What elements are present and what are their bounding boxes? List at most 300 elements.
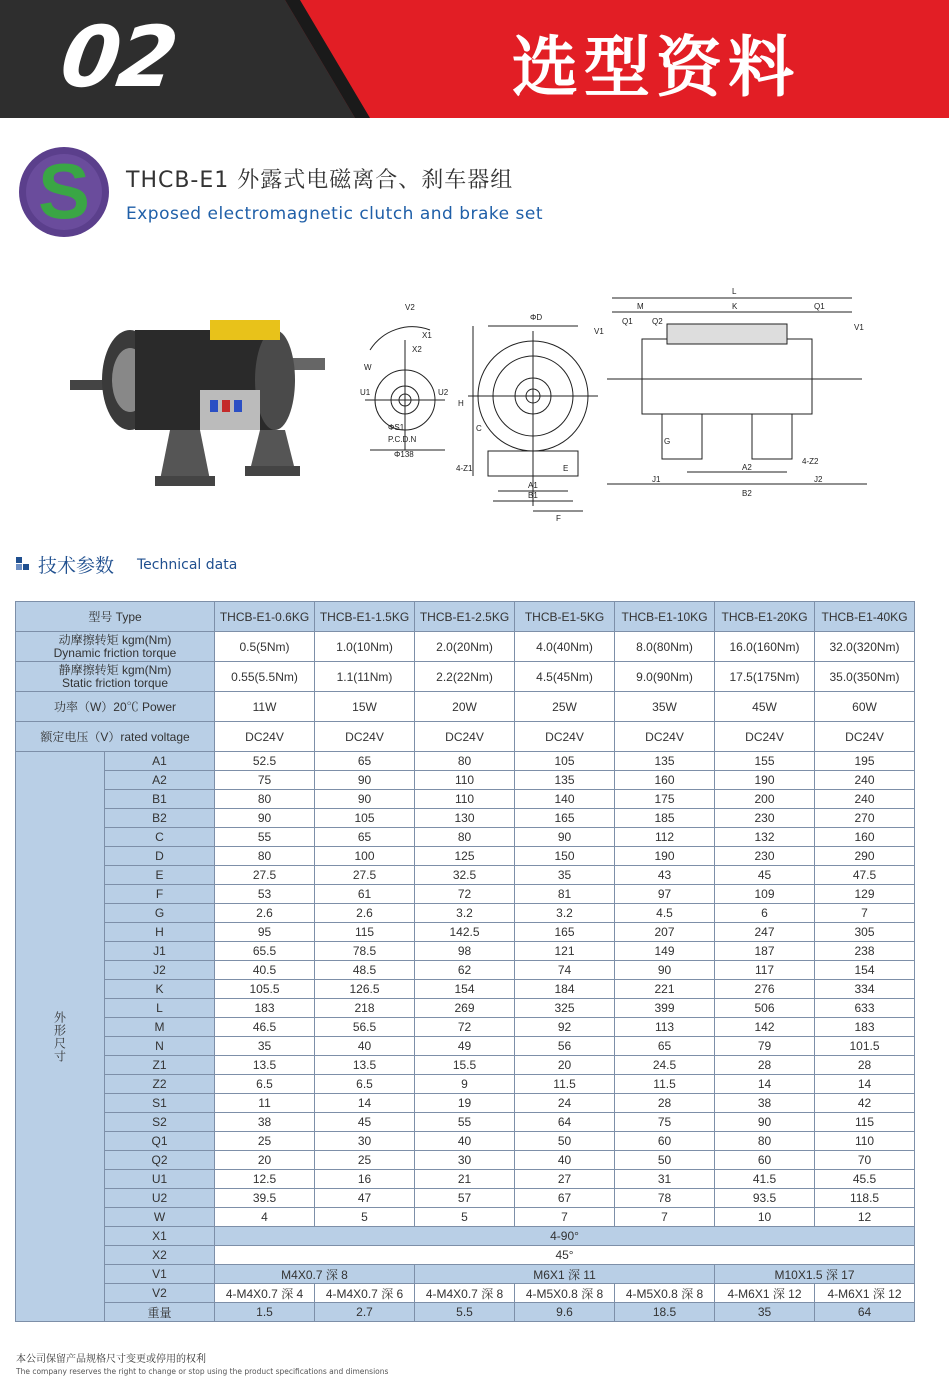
dim-value: 142.5 xyxy=(415,923,515,942)
table-row xyxy=(16,632,915,662)
table-row xyxy=(16,923,915,942)
dim-value: 90 xyxy=(315,771,415,790)
dim-value: 80 xyxy=(415,752,515,771)
model-header: THCB-E1-10KG xyxy=(615,602,715,632)
table-row xyxy=(16,790,915,809)
section-bullet-icon xyxy=(16,557,30,571)
dim-value: 74 xyxy=(515,961,615,980)
model-header: THCB-E1-0.6KG xyxy=(215,602,315,632)
dim-value: 109 xyxy=(715,885,815,904)
dim-label: U2 xyxy=(438,388,449,397)
dim-value: 78 xyxy=(615,1189,715,1208)
dim-name: J1 xyxy=(105,942,215,961)
label-en: Dynamic friction torque xyxy=(53,645,177,660)
dim-name: A1 xyxy=(105,752,215,771)
dim-value: 290 xyxy=(815,847,915,866)
dim-label: ΦD xyxy=(530,313,543,322)
dim-name: X1 xyxy=(105,1227,215,1246)
dim-value: 40.5 xyxy=(215,961,315,980)
dim-value: 221 xyxy=(615,980,715,999)
dim-value: 30 xyxy=(315,1132,415,1151)
dim-value: 47 xyxy=(315,1189,415,1208)
static-torque-cell: 9.0(90Nm) xyxy=(615,662,715,692)
dim-label: C xyxy=(476,424,482,433)
dim-value: 39.5 xyxy=(215,1189,315,1208)
dim-value: 35 xyxy=(515,866,615,885)
table-row xyxy=(16,866,915,885)
dim-value: 247 xyxy=(715,923,815,942)
dim-value: 9 xyxy=(415,1075,515,1094)
table-row xyxy=(16,1018,915,1037)
table-row xyxy=(16,999,915,1018)
dim-value: 117 xyxy=(715,961,815,980)
dim-value: 2.6 xyxy=(215,904,315,923)
section-number: 02 xyxy=(55,8,182,106)
dim-label: G xyxy=(664,437,671,446)
label-en: Static friction torque xyxy=(61,675,169,690)
dim-value: 57 xyxy=(415,1189,515,1208)
label-cn: 动摩擦转矩 kgm(Nm) xyxy=(58,632,172,647)
voltage-cell: DC24V xyxy=(815,722,915,752)
dim-value: 24.5 xyxy=(615,1056,715,1075)
dim-value: 230 xyxy=(715,809,815,828)
dynamic-torque-cell: 1.0(10Nm) xyxy=(315,632,415,662)
dim-value: 72 xyxy=(415,885,515,904)
table-row xyxy=(16,1094,915,1113)
dim-value: 14 xyxy=(315,1094,415,1113)
dim-name: A2 xyxy=(105,771,215,790)
dim-value: 19 xyxy=(415,1094,515,1113)
section-title: 技术参数 xyxy=(38,555,115,577)
dim-value: 399 xyxy=(615,999,715,1018)
power-cell: 25W xyxy=(515,692,615,722)
dim-value: 154 xyxy=(815,961,915,980)
dynamic-torque-cell: 4.0(40Nm) xyxy=(515,632,615,662)
table-row xyxy=(16,847,915,866)
dim-value: 160 xyxy=(815,828,915,847)
dim-value: 4-M6X1 深 12 xyxy=(715,1284,815,1303)
dim-value: 75 xyxy=(615,1113,715,1132)
dim-label: X2 xyxy=(412,345,422,354)
table-row xyxy=(16,1265,915,1284)
dim-value: 20 xyxy=(515,1056,615,1075)
dim-label: X1 xyxy=(422,331,432,340)
dim-value: 200 xyxy=(715,790,815,809)
dim-value: 55 xyxy=(415,1113,515,1132)
dynamic-torque-cell: 2.0(20Nm) xyxy=(415,632,515,662)
power-cell: 45W xyxy=(715,692,815,722)
dim-value: 110 xyxy=(815,1132,915,1151)
weight-value: 5.5 xyxy=(415,1303,515,1322)
table-row xyxy=(16,1189,915,1208)
dim-value: 56 xyxy=(515,1037,615,1056)
dim-value: 60 xyxy=(615,1132,715,1151)
dim-value: 80 xyxy=(415,828,515,847)
dim-value: 45.5 xyxy=(815,1170,915,1189)
dim-value: 11 xyxy=(215,1094,315,1113)
dim-name: N xyxy=(105,1037,215,1056)
dim-value: 50 xyxy=(515,1132,615,1151)
dim-value: 60 xyxy=(715,1151,815,1170)
table-row xyxy=(16,662,915,692)
dim-value: 40 xyxy=(415,1132,515,1151)
dim-value: 135 xyxy=(615,752,715,771)
dim-value: 25 xyxy=(315,1151,415,1170)
dim-name: W xyxy=(105,1208,215,1227)
table-row xyxy=(16,1303,915,1322)
dim-value: 27 xyxy=(515,1170,615,1189)
dynamic-torque-cell: 16.0(160Nm) xyxy=(715,632,815,662)
dim-label: F xyxy=(556,514,561,523)
dim-value: 13.5 xyxy=(215,1056,315,1075)
dim-value: 80 xyxy=(215,790,315,809)
dim-name: B2 xyxy=(105,809,215,828)
dim-value: 78.5 xyxy=(315,942,415,961)
dim-value: 3.2 xyxy=(515,904,615,923)
table-row xyxy=(16,1208,915,1227)
dim-name: V2 xyxy=(105,1284,215,1303)
dim-label: U1 xyxy=(360,388,371,397)
weight-value: 1.5 xyxy=(215,1303,315,1322)
product-title: THCB-E1 外露式电磁离合、刹车器组 xyxy=(126,168,514,193)
dim-name: K xyxy=(105,980,215,999)
dim-value: 32.5 xyxy=(415,866,515,885)
dim-value: 11.5 xyxy=(615,1075,715,1094)
model-header: THCB-E1-20KG xyxy=(715,602,815,632)
dim-value: 165 xyxy=(515,923,615,942)
dim-value: 187 xyxy=(715,942,815,961)
dim-value: 56.5 xyxy=(315,1018,415,1037)
dim-label: J1 xyxy=(652,475,661,484)
voltage-cell: DC24V xyxy=(315,722,415,752)
table-row xyxy=(16,809,915,828)
dim-label: V2 xyxy=(405,303,415,312)
dim-label: H xyxy=(458,399,464,408)
weight-value: 9.6 xyxy=(515,1303,615,1322)
table-row xyxy=(16,885,915,904)
dim-value: 190 xyxy=(615,847,715,866)
dim-value: 5 xyxy=(315,1208,415,1227)
dim-value: 6 xyxy=(715,904,815,923)
dim-value: 95 xyxy=(215,923,315,942)
static-torque-cell: 2.2(22Nm) xyxy=(415,662,515,692)
dim-value: 38 xyxy=(715,1094,815,1113)
dim-value: 126.5 xyxy=(315,980,415,999)
dim-value: 38 xyxy=(215,1113,315,1132)
dim-value: 75 xyxy=(215,771,315,790)
row-label: 型号 Type xyxy=(16,602,215,632)
dynamic-torque-cell: 0.5(5Nm) xyxy=(215,632,315,662)
dim-value: 45° xyxy=(215,1246,915,1265)
dim-value: 7 xyxy=(815,904,915,923)
table-row xyxy=(16,1132,915,1151)
dim-value: 7 xyxy=(515,1208,615,1227)
dim-value: 64 xyxy=(515,1113,615,1132)
dim-value: 52.5 xyxy=(215,752,315,771)
dim-label: Q2 xyxy=(652,317,663,326)
dim-value: 207 xyxy=(615,923,715,942)
dim-name: J2 xyxy=(105,961,215,980)
dim-value: M4X0.7 深 8 xyxy=(215,1265,415,1284)
dim-value: 30 xyxy=(415,1151,515,1170)
dim-name: E xyxy=(105,866,215,885)
dynamic-torque-cell: 32.0(320Nm) xyxy=(815,632,915,662)
dim-label: 4-Z2 xyxy=(802,457,819,466)
dim-value: 506 xyxy=(715,999,815,1018)
dim-label: V1 xyxy=(854,323,864,332)
dim-value: 113 xyxy=(615,1018,715,1037)
dim-label: M xyxy=(637,302,644,311)
dim-value: 276 xyxy=(715,980,815,999)
dim-value: 110 xyxy=(415,771,515,790)
dim-value: 101.5 xyxy=(815,1037,915,1056)
dim-value: 218 xyxy=(315,999,415,1018)
voltage-cell: DC24V xyxy=(615,722,715,752)
dim-value: 65 xyxy=(315,752,415,771)
company-logo xyxy=(18,146,110,238)
dim-label: A2 xyxy=(742,463,752,472)
dim-value: 4-M4X0.7 深 4 xyxy=(215,1284,315,1303)
dim-value: 6.5 xyxy=(215,1075,315,1094)
static-torque-cell: 17.5(175Nm) xyxy=(715,662,815,692)
dim-value: 27.5 xyxy=(315,866,415,885)
dim-value: 48.5 xyxy=(315,961,415,980)
dim-value: 240 xyxy=(815,771,915,790)
dim-name: M xyxy=(105,1018,215,1037)
dynamic-torque-cell: 8.0(80Nm) xyxy=(615,632,715,662)
dim-value: 12 xyxy=(815,1208,915,1227)
dim-value: M10X1.5 深 17 xyxy=(715,1265,915,1284)
dim-label: 4-Z1 xyxy=(456,464,473,473)
table-row xyxy=(16,1151,915,1170)
dim-name: D xyxy=(105,847,215,866)
dimension-group-label: 外形尺寸 xyxy=(16,752,105,1322)
dim-value: 633 xyxy=(815,999,915,1018)
table-row xyxy=(16,1170,915,1189)
dim-value: 115 xyxy=(815,1113,915,1132)
dim-value: 112 xyxy=(615,828,715,847)
dim-value: 98 xyxy=(415,942,515,961)
dim-value: 31 xyxy=(615,1170,715,1189)
dim-label: K xyxy=(732,302,738,311)
dim-value: 125 xyxy=(415,847,515,866)
dim-value: 40 xyxy=(515,1151,615,1170)
dim-value: 105 xyxy=(515,752,615,771)
dim-value: 165 xyxy=(515,809,615,828)
dim-value: 132 xyxy=(715,828,815,847)
static-torque-cell: 35.0(350Nm) xyxy=(815,662,915,692)
dim-value: 118.5 xyxy=(815,1189,915,1208)
dim-name: B1 xyxy=(105,790,215,809)
dim-name: Q1 xyxy=(105,1132,215,1151)
table-row xyxy=(16,942,915,961)
dim-name: X2 xyxy=(105,1246,215,1265)
side-view-drawing xyxy=(350,290,460,470)
model-header: THCB-E1-2.5KG xyxy=(415,602,515,632)
power-cell: 35W xyxy=(615,692,715,722)
row-label xyxy=(16,662,215,692)
dim-value: 40 xyxy=(315,1037,415,1056)
front-view-drawing xyxy=(448,306,610,524)
dim-name: V1 xyxy=(105,1265,215,1284)
dim-value: 90 xyxy=(315,790,415,809)
dim-label: J2 xyxy=(814,475,823,484)
dim-value: 155 xyxy=(715,752,815,771)
dim-value: 175 xyxy=(615,790,715,809)
dim-value: 62 xyxy=(415,961,515,980)
dim-name: C xyxy=(105,828,215,847)
footer-note-cn: 本公司保留产品规格尺寸变更或停用的权利 xyxy=(16,1354,206,1365)
dim-value: 28 xyxy=(615,1094,715,1113)
dim-value: 130 xyxy=(415,809,515,828)
dim-value: 47.5 xyxy=(815,866,915,885)
dim-value: 149 xyxy=(615,942,715,961)
dim-label: E xyxy=(563,464,569,473)
dim-label: ΦS1 xyxy=(388,423,405,432)
section-subtitle: Technical data xyxy=(137,557,238,573)
dim-value: 325 xyxy=(515,999,615,1018)
static-torque-cell: 4.5(45Nm) xyxy=(515,662,615,692)
dim-name: L xyxy=(105,999,215,1018)
dim-value: 4-M4X0.7 深 8 xyxy=(415,1284,515,1303)
dim-label: Q1 xyxy=(814,302,825,311)
dim-value: 195 xyxy=(815,752,915,771)
dim-name: S1 xyxy=(105,1094,215,1113)
dim-value: 110 xyxy=(415,790,515,809)
dim-value: 154 xyxy=(415,980,515,999)
dim-name: Z1 xyxy=(105,1056,215,1075)
dim-value: 105 xyxy=(315,809,415,828)
weight-value: 64 xyxy=(815,1303,915,1322)
dim-value: 2.6 xyxy=(315,904,415,923)
voltage-cell: DC24V xyxy=(515,722,615,752)
table-row xyxy=(16,692,915,722)
dim-value: 21 xyxy=(415,1170,515,1189)
dim-value: 240 xyxy=(815,790,915,809)
row-label xyxy=(16,632,215,662)
logo-letter: S xyxy=(37,147,91,235)
dim-value: 92 xyxy=(515,1018,615,1037)
dim-value: 140 xyxy=(515,790,615,809)
dim-value: 42 xyxy=(815,1094,915,1113)
dim-value: 28 xyxy=(815,1056,915,1075)
table-row xyxy=(16,980,915,999)
table-row xyxy=(16,602,915,632)
table-row xyxy=(16,1056,915,1075)
dim-name: U1 xyxy=(105,1170,215,1189)
model-header: THCB-E1-1.5KG xyxy=(315,602,415,632)
table-row xyxy=(16,722,915,752)
dim-value: 12.5 xyxy=(215,1170,315,1189)
dim-value: 183 xyxy=(215,999,315,1018)
power-cell: 60W xyxy=(815,692,915,722)
dim-value: 160 xyxy=(615,771,715,790)
dim-value: 93.5 xyxy=(715,1189,815,1208)
footer-note-en: The company reserves the right to change or stop using the product specifications and dimensions xyxy=(16,1367,389,1376)
dim-name: G xyxy=(105,904,215,923)
dim-value: 81 xyxy=(515,885,615,904)
table-row xyxy=(16,1246,915,1265)
dim-value: 70 xyxy=(815,1151,915,1170)
table-row xyxy=(16,828,915,847)
product-photo xyxy=(60,290,340,505)
model-header: THCB-E1-5KG xyxy=(515,602,615,632)
dim-value: 6.5 xyxy=(315,1075,415,1094)
dim-value: 105.5 xyxy=(215,980,315,999)
dim-value: 270 xyxy=(815,809,915,828)
row-label: 功率（W）20℃ Power xyxy=(16,692,215,722)
dim-value: 46.5 xyxy=(215,1018,315,1037)
dim-value: 80 xyxy=(715,1132,815,1151)
dim-label: A1 xyxy=(528,481,538,490)
dim-value: 269 xyxy=(415,999,515,1018)
dim-value: 65 xyxy=(315,828,415,847)
dim-name: U2 xyxy=(105,1189,215,1208)
dim-value: 35 xyxy=(215,1037,315,1056)
dim-value: 65.5 xyxy=(215,942,315,961)
dim-value: 15.5 xyxy=(415,1056,515,1075)
header-banner xyxy=(0,0,949,118)
table-row xyxy=(16,752,915,771)
dim-value: 53 xyxy=(215,885,315,904)
power-cell: 15W xyxy=(315,692,415,722)
section-view-drawing xyxy=(592,284,878,504)
dim-value: 97 xyxy=(615,885,715,904)
dim-value: 25 xyxy=(215,1132,315,1151)
dim-value: 90 xyxy=(615,961,715,980)
dim-name: H xyxy=(105,923,215,942)
dim-value: 11.5 xyxy=(515,1075,615,1094)
dim-value: 135 xyxy=(515,771,615,790)
model-header: THCB-E1-40KG xyxy=(815,602,915,632)
dim-value: 334 xyxy=(815,980,915,999)
dim-value: 100 xyxy=(315,847,415,866)
row-label: 额定电压（V）rated voltage xyxy=(16,722,215,752)
dim-value: 184 xyxy=(515,980,615,999)
dim-label: V1 xyxy=(594,327,604,336)
label-cn: 静摩擦转矩 kgm(Nm) xyxy=(58,662,172,677)
dim-value: 129 xyxy=(815,885,915,904)
dim-value: 43 xyxy=(615,866,715,885)
dim-value: 7 xyxy=(615,1208,715,1227)
dim-value: 5 xyxy=(415,1208,515,1227)
dim-label: Φ138 xyxy=(394,450,414,459)
dim-value: M6X1 深 11 xyxy=(415,1265,715,1284)
dim-value: 90 xyxy=(215,809,315,828)
dim-value: 45 xyxy=(315,1113,415,1132)
dim-value: 183 xyxy=(815,1018,915,1037)
dim-value: 20 xyxy=(215,1151,315,1170)
dim-value: 45 xyxy=(715,866,815,885)
dim-label: P.C.D.N xyxy=(388,435,417,444)
table-row xyxy=(16,1113,915,1132)
dim-value: 79 xyxy=(715,1037,815,1056)
dim-value: 305 xyxy=(815,923,915,942)
dim-value: 190 xyxy=(715,771,815,790)
dim-value: 55 xyxy=(215,828,315,847)
table-row xyxy=(16,961,915,980)
dim-value: 4-M6X1 深 12 xyxy=(815,1284,915,1303)
dim-value: 3.2 xyxy=(415,904,515,923)
product-subtitle: Exposed electromagnetic clutch and brake set xyxy=(126,204,544,224)
dim-label: B2 xyxy=(742,489,752,498)
voltage-cell: DC24V xyxy=(215,722,315,752)
dim-label: Q1 xyxy=(622,317,633,326)
dim-name: S2 xyxy=(105,1113,215,1132)
static-torque-cell: 0.55(5.5Nm) xyxy=(215,662,315,692)
dim-name: F xyxy=(105,885,215,904)
dim-value: 142 xyxy=(715,1018,815,1037)
